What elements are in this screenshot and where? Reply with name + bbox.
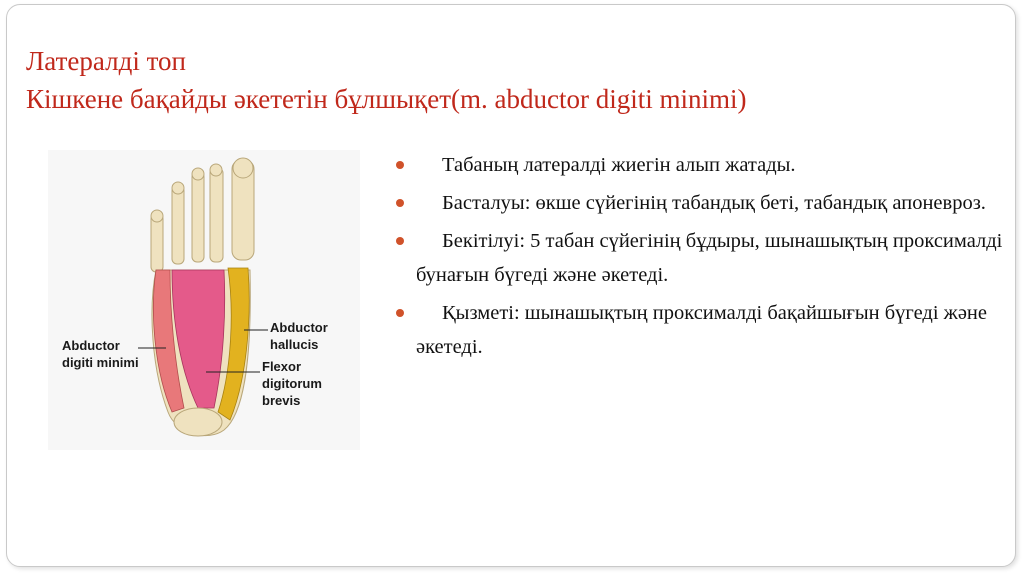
label-abductor-digiti-minimi-2: digiti minimi xyxy=(62,355,139,370)
foot-muscle-figure xyxy=(48,150,360,450)
bullet-text: Табаның латералді жиегін алып жатады. xyxy=(442,154,796,176)
bullet-text: Қызметі: шынашықтың проксималді бақайшығын бүгеді және әкетеді. xyxy=(416,302,987,358)
bullet-text: Басталуы: өкше сүйегінің табандық беті, табандық апоневроз. xyxy=(442,192,986,214)
label-abductor-hallucis-1: Abductor xyxy=(270,320,328,335)
bullet-dot-icon xyxy=(396,161,404,169)
label-flexor-1: Flexor xyxy=(262,359,302,374)
label-abductor-hallucis-2: hallucis xyxy=(270,337,319,352)
title-line-1: Латералді топ xyxy=(26,46,186,76)
slide-title xyxy=(26,42,747,118)
label-abductor-digiti-minimi-1: Abductor xyxy=(62,338,120,353)
bullet-item xyxy=(390,148,1005,182)
heel xyxy=(174,408,222,436)
title-line-2: Кішкене бақайды әкететін бұлшықет(m. abductor digiti minimi) xyxy=(26,84,747,114)
bullet-list xyxy=(390,148,1005,368)
bullet-item xyxy=(390,224,1005,292)
bullet-dot-icon xyxy=(396,309,404,317)
bullet-dot-icon xyxy=(396,237,404,245)
bullet-item xyxy=(390,296,1005,364)
bullet-item xyxy=(390,186,1005,220)
label-flexor-2: digitorum xyxy=(262,376,322,391)
label-flexor-3: brevis xyxy=(262,393,301,408)
bullet-dot-icon xyxy=(396,199,404,207)
bullet-text: Бекітілуі: 5 табан сүйегінің бұдыры, шынашықтың проксималді бунағын бүгеді және әкетеді. xyxy=(416,230,1003,286)
